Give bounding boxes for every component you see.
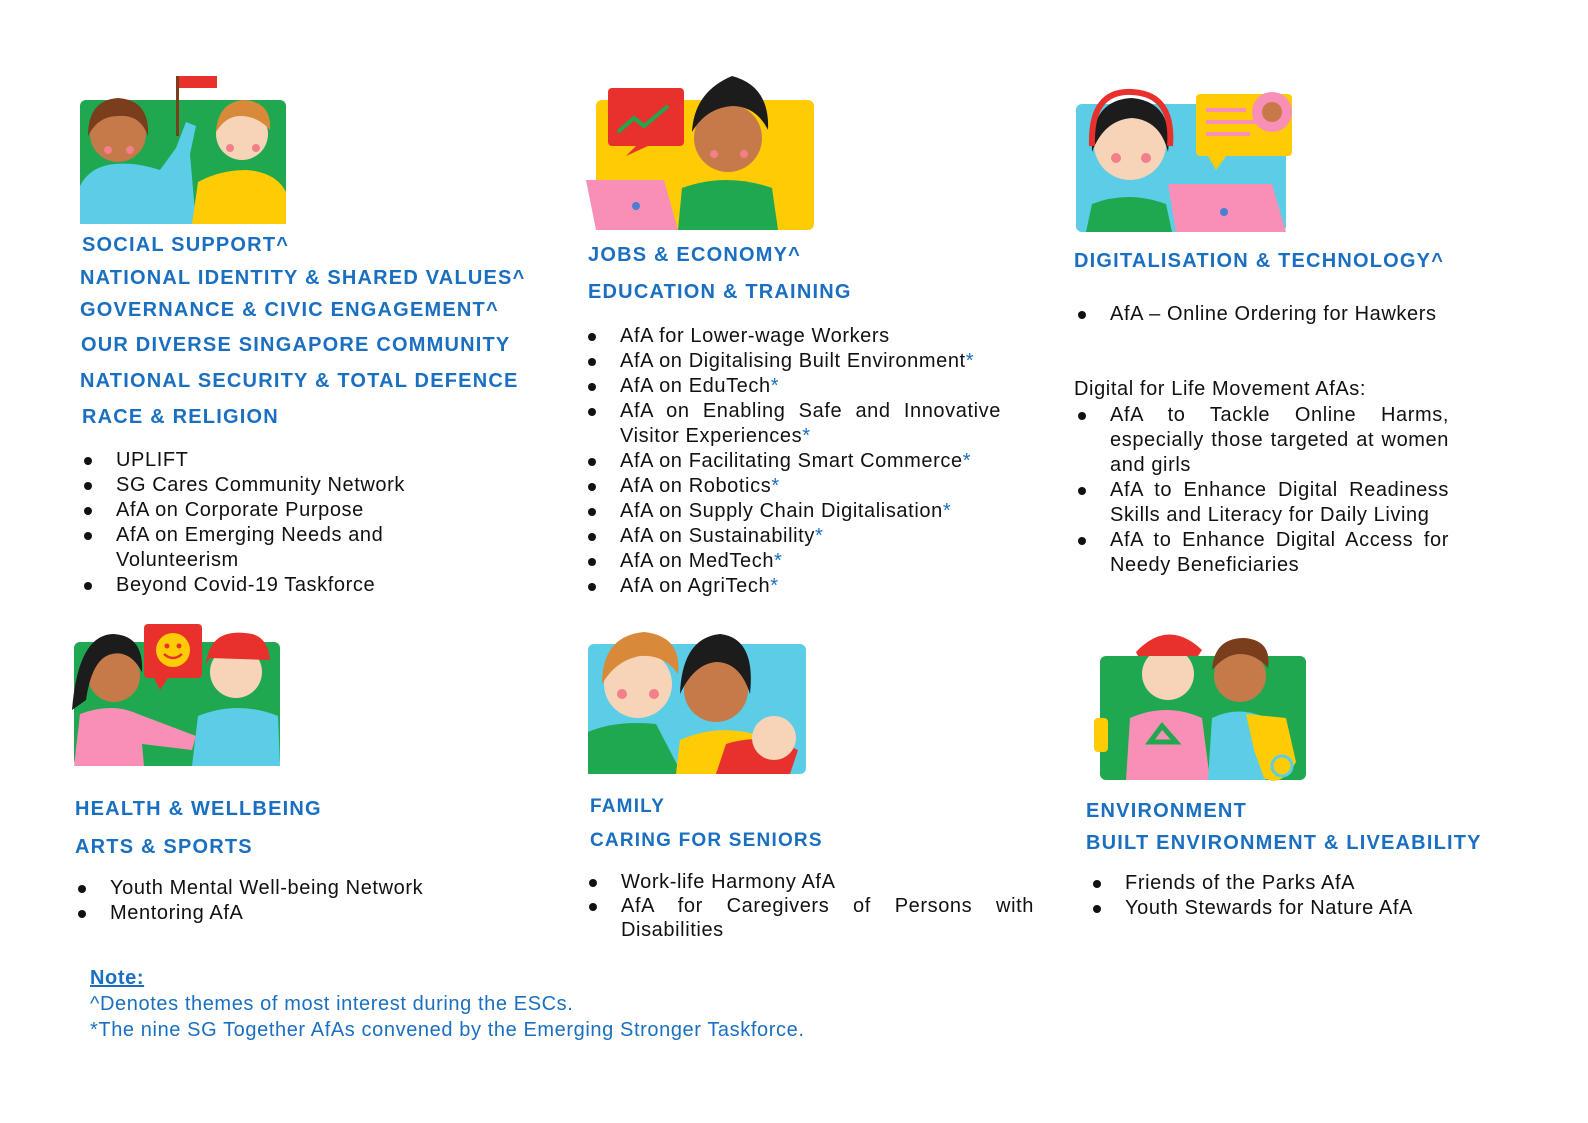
digital-subheading: Digital for Life Movement AfAs: [1074, 378, 1367, 400]
list-item: AfA on Supply Chain Digitalisation* [585, 499, 1001, 524]
jobs-economy-illustration [586, 72, 816, 232]
section-heading: NATIONAL IDENTITY & SHARED VALUES^ [80, 267, 526, 289]
list-item: Youth Mental Well-being Network [75, 876, 475, 901]
social-afa-list [81, 448, 451, 598]
jobs-section-headings [588, 244, 852, 311]
list-item: AfA on EduTech* [585, 374, 1001, 399]
social-section-headings [80, 234, 525, 436]
section-heading: BUILT ENVIRONMENT & LIVEABILITY [1086, 832, 1482, 854]
digitalisation-technology-illustration [1076, 86, 1298, 236]
list-item: SG Cares Community Network [81, 473, 451, 498]
section-heading: DIGITALISATION & TECHNOLOGY^ [1074, 250, 1445, 272]
health-afa-list [75, 876, 475, 926]
social-support-illustration [80, 74, 290, 226]
list-item: AfA on MedTech* [585, 549, 1001, 574]
section-heading: ENVIRONMENT [1086, 800, 1247, 822]
list-item: AfA to Tackle Online Harms, especially those targeted at women and girls [1075, 403, 1449, 478]
list-item: AfA for Lower-wage Workers [585, 324, 1001, 349]
environment-afa-list [1090, 871, 1490, 921]
section-heading: CARING FOR SENIORS [590, 830, 823, 851]
list-item: UPLIFT [81, 448, 451, 473]
list-item: Mentoring AfA [75, 901, 475, 926]
list-item: AfA on Emerging Needs and Volunteerism [81, 523, 396, 573]
list-item: AfA on Facilitating Smart Commerce* [585, 449, 1001, 474]
list-item: Youth Stewards for Nature AfA [1090, 896, 1490, 921]
list-item: AfA on Corporate Purpose [81, 498, 451, 523]
section-heading: EDUCATION & TRAINING [588, 281, 852, 303]
family-section-headings [590, 796, 823, 860]
note-title: Note: [90, 967, 145, 989]
list-item: AfA on Robotics* [585, 474, 1001, 499]
digital-section-headings [1074, 250, 1444, 273]
note-line: ^Denotes themes of most interest during the ESCs. [90, 993, 574, 1015]
list-item: Beyond Covid-19 Taskforce [81, 573, 451, 598]
note-line: *The nine SG Together AfAs convened by the Emerging Stronger Taskforce. [90, 1019, 805, 1041]
list-item: Friends of the Parks AfA [1090, 871, 1490, 896]
list-item: Work-life Harmony AfA [586, 870, 1034, 894]
list-item: AfA on AgriTech* [585, 574, 1001, 599]
environment-illustration [1086, 622, 1322, 788]
section-heading: FAMILY [590, 796, 666, 817]
list-item: AfA for Caregivers of Persons with Disabilities [586, 894, 1034, 942]
section-heading: GOVERNANCE & CIVIC ENGAGEMENT^ [80, 299, 499, 321]
list-item: AfA – Online Ordering for Hawkers [1075, 302, 1449, 327]
family-illustration [586, 628, 808, 776]
environment-section-headings [1086, 800, 1482, 862]
digital-afa-list [1075, 302, 1449, 327]
section-heading: JOBS & ECONOMY^ [588, 244, 802, 266]
section-heading: OUR DIVERSE SINGAPORE COMMUNITY [81, 334, 511, 356]
list-item: AfA on Digitalising Built Environment* [585, 349, 1001, 374]
list-item: AfA to Enhance Digital Readiness Skills and Literacy for Daily Living [1075, 478, 1449, 528]
health-wellbeing-illustration [72, 620, 284, 770]
list-item: AfA on Sustainability* [585, 524, 1001, 549]
section-heading: ARTS & SPORTS [75, 836, 253, 858]
section-heading: HEALTH & WELLBEING [75, 798, 322, 820]
section-heading: RACE & RELIGION [82, 406, 279, 428]
footnote [90, 965, 804, 1043]
section-heading: SOCIAL SUPPORT^ [82, 234, 290, 256]
list-item: AfA on Enabling Safe and Innovative Visitor Experiences* [585, 399, 1001, 449]
family-afa-list [586, 870, 1034, 942]
section-heading: NATIONAL SECURITY & TOTAL DEFENCE [80, 370, 519, 392]
digital-for-life-list [1075, 403, 1449, 578]
list-item: AfA to Enhance Digital Access for Needy Beneficiaries [1075, 528, 1449, 578]
health-section-headings [75, 798, 322, 866]
jobs-afa-list [585, 324, 1001, 599]
